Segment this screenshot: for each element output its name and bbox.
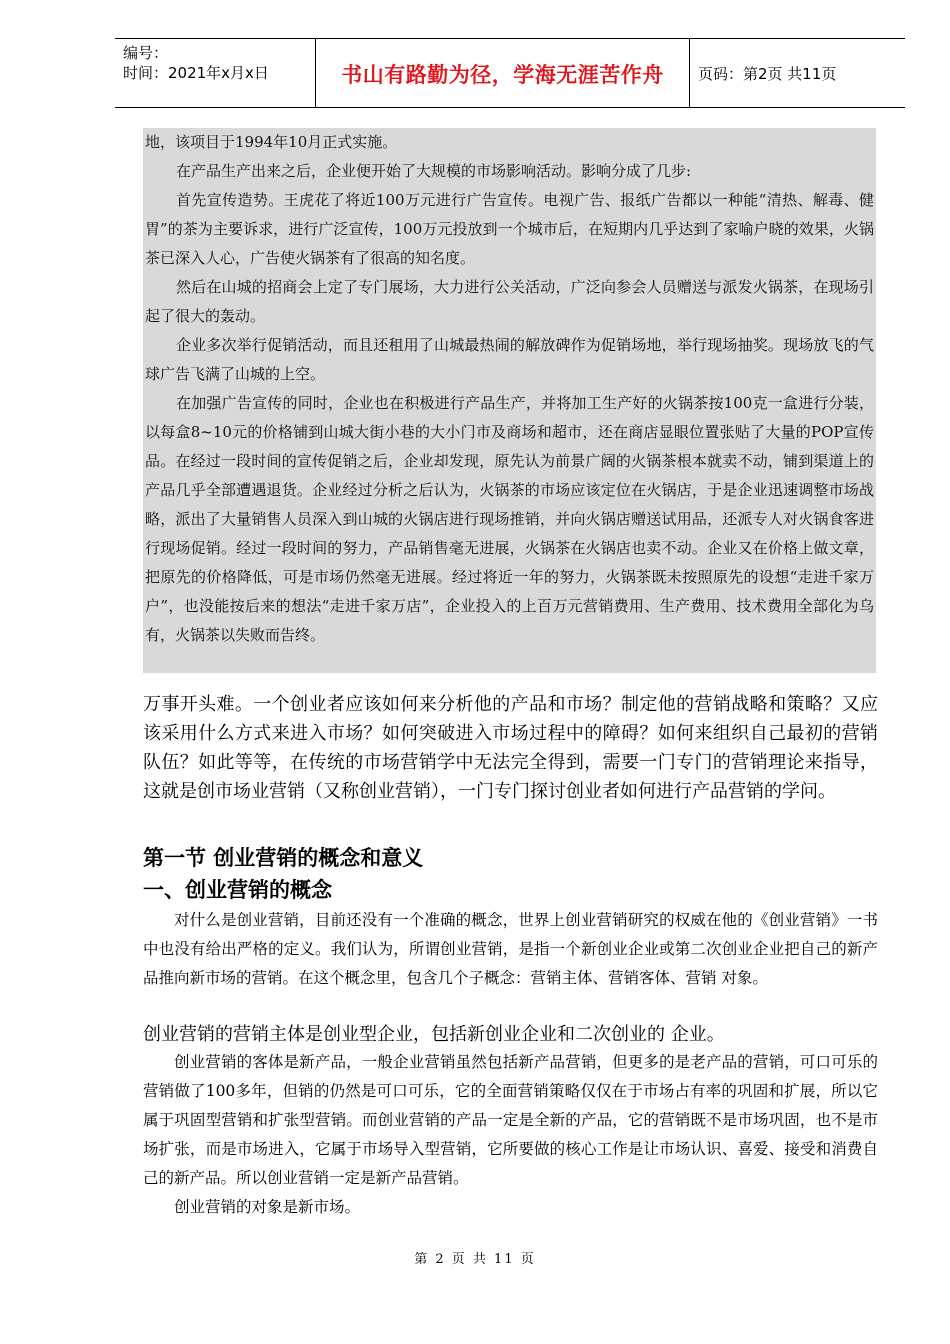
target-paragraph: 创业营销的对象是新市场。 xyxy=(174,1198,361,1216)
case-paragraph: 企业多次举行促销活动，而且还租用了山城最热闹的解放碑作为促销场地，举行现场抽奖。现场放飞的气球广告飞满了山城的上空。 xyxy=(145,336,874,383)
header-motto-cell xyxy=(315,39,690,107)
case-paragraph: 然后在山城的招商会上定了专门展场，大力进行公关活动，广泛向参会人员赠送与派发火锅茶，在现场引起了很大的轰动。 xyxy=(145,278,874,325)
object-block xyxy=(143,1048,878,1222)
subsection-title: 一、创业营销的概念 xyxy=(143,878,332,902)
case-paragraph: 在加强广告宣传的同时，企业也在积极进行产品生产，并将加工生产好的火锅茶按100克一盒进行分装，以每盒8~10元的价格铺到山城大街小巷的大小门市及商场和超市，还在商店显眼位置张贴了大量的POP宣传品。在经过一段时间的宣传促销之后，企业却发现，原先认为前景广阔的火锅茶根本就卖不动，铺到渠道上的产品几乎全部遭遇退货。企业经过分析之后认为，火锅茶的市场应该定位在火锅店，于是企业迅速调整市场战略，派出了大量销售人员深入到山城的火锅店进行现场推销，并向火锅店赠送试用品，还派专人对火锅食客进行现场促销。经过一段时间的努力，产品销售毫无进展，火锅茶在火锅店也卖不动。企业又在价格上做文章，把原先的价格降低，可是市场仍然毫无进展。经过将近一年的努力，火锅茶既未按照原先的设想“走进千家万户”，也没能按后来的想法“走进千家万店”，企业投入的上百万元营销费用、生产费用、技术费用全部化为乌有，火锅茶以失败而告终。 xyxy=(145,394,874,644)
header-page-cell xyxy=(690,39,905,107)
case-paragraph: 在产品生产出来之后，企业便开始了大规模的市场影响活动。影响分成了几步: xyxy=(176,162,692,180)
number-label: 编号： xyxy=(123,44,169,62)
concept-paragraph: 对什么是创业营销，目前还没有一个准确的概念，世界上创业营销研究的权威在他的《创业营销》一书中也没有给出严格的定义。我们认为，所谓创业营销，是指一个新创业企业或第二次创业企业把自己的新产品推向新市场的营销。在这个概念里，包含几个子概念：营销主体、营销客体、营销 对象。 xyxy=(143,911,878,987)
subject-paragraph: 创业营销的营销主体是创业型企业，包括新创业企业和二次创业的 企业。 xyxy=(143,1024,725,1045)
time-label: 时间：2021年x月x日 xyxy=(123,64,269,82)
concept-block xyxy=(143,906,878,993)
object-paragraph: 创业营销的客体是新产品，一般企业营销虽然包括新产品营销，但更多的是老产品的营销，可口可乐的营销做了100多年，但销的仍然是可口可乐，它的全面营销策略仅仅在于市场占有率的巩固和扩展，所以它属于巩固型营销和扩张型营销。而创业营销的产品一定是全新的产品，它的营销既不是市场巩固，也不是市场扩张，而是市场进入，它属于市场导入型营销，它所要做的核心工作是让市场认识、喜爱、接受和消费自己的新产品。所以创业营销一定是新产品营销。 xyxy=(143,1053,878,1187)
intro-paragraph: 万事开头难。一个创业者应该如何来分析他的产品和市场？制定他的营销战略和策略？又应该采用什么方式来进入市场？如何突破进入市场过程中的障碍？如何来组织自己最初的营销队伍？如此等等，在传统的市场营销学中无法完全得到，需要一门专门的营销理论来指导，这就是创市场业营销（又称创业营销），一门专门探讨创业者如何进行产品营销的学问。 xyxy=(143,694,878,802)
header-meta-cell xyxy=(115,39,315,107)
page-header xyxy=(115,38,905,108)
section-title: 第一节 创业营销的概念和意义 xyxy=(143,846,424,870)
case-paragraph: 地，该项目于1994年10月正式实施。 xyxy=(145,133,398,151)
case-study-box xyxy=(143,128,876,673)
page-info: 页码：第2页 共11页 xyxy=(698,65,837,83)
case-paragraph: 首先宣传造势。王虎花了将近100万元进行广告宣传。电视广告、报纸广告都以一种能“清热、解毒、健胃”的茶为主要诉求，进行广泛宣传，100万元投放到一个城市后，在短期内几乎达到了家喻户晓的效果，火锅茶已深入人心，广告使火锅茶有了很高的知名度。 xyxy=(145,191,874,267)
page-footer: 第 2 页 共 11 页 xyxy=(414,1252,536,1267)
motto-text: 书山有路勤为径，学海无涯苦作舟 xyxy=(341,63,664,87)
